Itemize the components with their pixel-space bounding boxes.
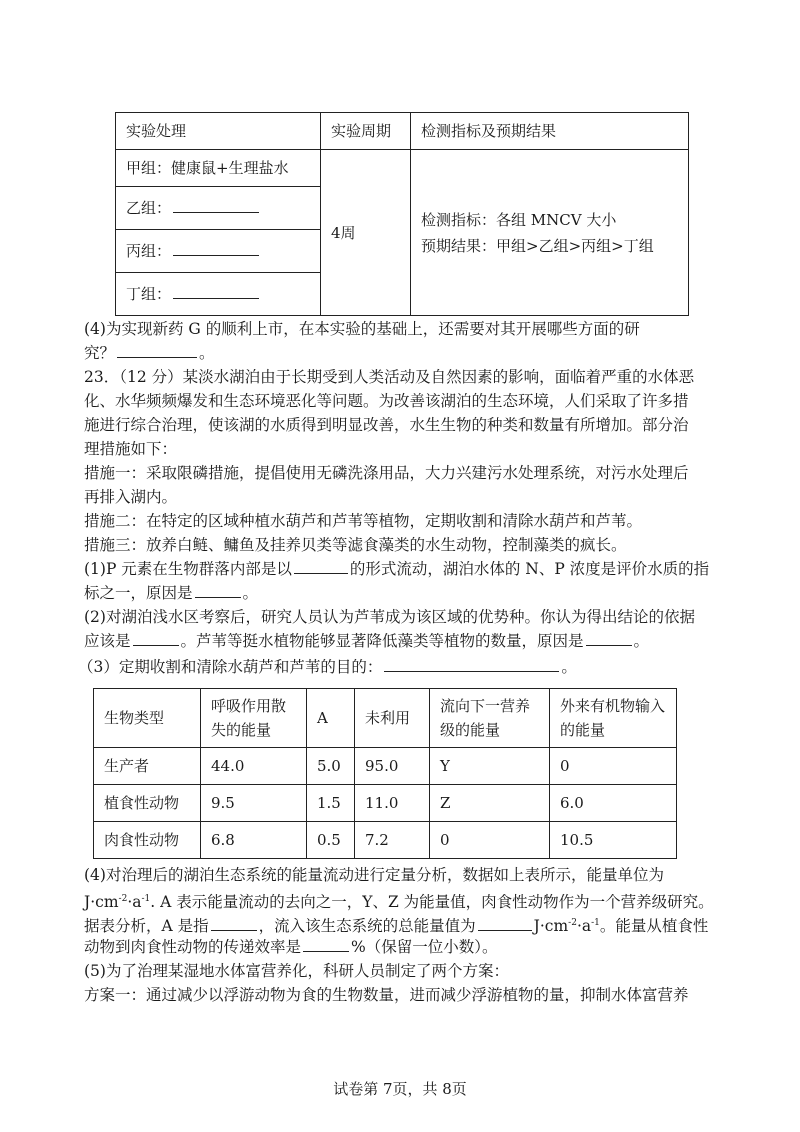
unit-text: ·a [576,917,592,935]
measure-1b: 再排入湖内。 [84,488,178,506]
group-ding [116,273,321,316]
p4-text: 。能量从植食性 [599,917,709,935]
table-row [94,748,677,785]
measure-3: 措施三：放养白鲢、鳙鱼及挂养贝类等滤食藻类的水生动物，控制藻类的疯长。 [84,536,627,554]
answer-blank [303,937,349,952]
q23-p2-end: 。 [633,632,650,650]
p4-text: 动物到肉食性动物的传递效率是 [84,938,302,956]
period-cell [321,150,411,316]
p4-line1: (4)对治理后的湖泊生态系统的能量流动进行定量分析，数据如上表所示，能量单位为 [84,866,664,884]
table-cell: 0.5 [307,822,355,859]
q23-intro-4: 理措施如下： [84,440,178,458]
q23-intro-3: 施进行综合治理，使该湖的水质得到明显改善，水生生物的种类和数量有所增加。部分治 [84,416,689,434]
q23-p1-end: 。 [242,584,259,602]
q23-part1-line1 [84,558,724,580]
table-cell: 0 [430,822,550,859]
col-respiration: 呼吸作用散失的能量 [201,689,307,748]
table-cell: 植食性动物 [94,785,201,822]
q23-p1-text: (1)P 元素在生物群落内部是以 [84,560,292,578]
unit-text: J·cm [84,893,119,911]
answer-blank [478,916,532,931]
group-jia: 甲组：健康鼠+生理盐水 [116,150,321,187]
measure-2: 措施二：在特定的区域种植水葫芦和芦苇等植物，定期收割和清除水葫芦和芦苇。 [84,512,643,530]
table-cell: 6.8 [201,822,307,859]
unit-sup: -1 [591,918,600,928]
indicator-text: 检测指标：各组 MNCV 大小 [421,210,617,229]
group-bing-label: 丙组： [126,242,172,260]
header-period: 实验周期 [321,113,411,150]
answer-blank [211,916,257,931]
q23-p3-text: （3）定期收割和清除水葫芦和芦苇的目的： [78,658,383,676]
q23-p2-text: 应该是 [84,632,131,650]
period-value: 4周 [331,223,356,242]
answer-blank [173,241,259,256]
q23-intro-1: 23．（12 分）某淡水湖泊由于长期受到人类活动及自然因素的影响，面临着严重的水体恶 [84,368,695,386]
energy-table-header [94,689,677,748]
q23-p3-end: 。 [561,658,577,676]
col-external-input: 外来有机物输入的能量 [550,689,677,748]
p5-line2: 方案一：通过减少以浮游动物为食的生物数量，进而减少浮游植物的量，抑制水体富营养 [84,986,689,1004]
unit-sup: -1 [141,894,151,904]
table-cell: 0 [550,748,677,785]
p5-line1: (5)为了治理某湿地水体富营养化，科研人员制定了两个方案： [84,962,509,980]
answer-blank [173,284,259,299]
answer-blank [586,631,632,646]
table-cell: 10.5 [550,822,677,859]
col-next-level: 流向下一营养级的能量 [430,689,550,748]
col-a: A [307,689,355,748]
unit-sup: -2 [568,918,577,928]
group-ding-label: 丁组： [126,285,172,303]
p4-line3 [84,912,724,937]
experiment-table-header [116,113,689,150]
table-cell: 9.5 [201,785,307,822]
q4-line1: (4)为实现新药 G 的顺利上市，在本实验的基础上，还需要对其开展哪些方面的研 [84,320,640,338]
table-cell: Y [430,748,550,785]
table-cell: Z [430,785,550,822]
q23-part1-line2 [84,582,724,604]
q23-part2-line2 [84,630,724,652]
energy-flow-table [93,688,677,859]
measure-1a: 措施一：采取限磷措施，提倡使用无磷洗涤用品，大力兴建污水处理系统，对污水处理后 [84,464,689,482]
q4-text: 究？ [84,344,116,362]
table-cell: 44.0 [201,748,307,785]
unit-text: ·a [127,893,142,911]
group-yi-label: 乙组： [126,199,172,217]
q23-p1-text: 的形式流动，湖泊水体的 N、P 浓度是评价水质的指 [349,560,710,578]
q23-part2-line1: (2)对湖泊浅水区考察后，研究人员认为芦苇成为该区域的优势种。你认为得出结论的依据 [84,608,695,626]
header-treatment: 实验处理 [116,113,321,150]
answer-blank [117,343,197,358]
answer-blank [173,198,259,213]
table-cell: 11.0 [355,785,430,822]
unit-sup: -2 [118,894,128,904]
table-row [94,822,677,859]
p4-text: %（保留一位小数）。 [351,938,498,956]
table-cell: 1.5 [307,785,355,822]
q23-p2-text: 。芦苇等挺水植物能够显著降低藻类等植物的数量，原因是 [180,632,584,650]
table-cell: 肉食性动物 [94,822,201,859]
col-unused: 未利用 [355,689,430,748]
experiment-table [115,112,689,316]
table-cell: 7.2 [355,822,430,859]
expected-text: 预期结果：甲组>乙组>丙组>丁组 [421,236,654,255]
p4-line2 [84,888,724,913]
q23-part3 [78,656,718,678]
q4-line2 [84,342,724,364]
answer-blank [133,631,179,646]
col-organism-type: 生物类型 [94,689,201,748]
indicator-cell [411,150,689,316]
answer-blank [294,559,348,574]
q23-p1-text: 标之一，原因是 [84,584,193,602]
table-cell: 95.0 [355,748,430,785]
group-yi [116,187,321,230]
page-footer: 试卷第 7页，共 8页 [333,1080,467,1098]
answer-blank [384,657,559,672]
q23-intro-2: 化、水华频频爆发和生态环境恶化等问题。为改善该湖泊的生态环境，人们采取了许多措 [84,392,689,410]
p4-line4 [84,936,724,958]
q4-end: 。 [199,344,215,362]
table-cell: 生产者 [94,748,201,785]
header-indicator: 检测指标及预期结果 [411,113,689,150]
table-cell: 6.0 [550,785,677,822]
group-bing [116,230,321,273]
answer-blank [195,583,241,598]
p4-text: 据表分析，A 是指 [84,917,209,935]
experiment-row-jia [116,150,689,187]
p4-text: . A 表示能量流动的去向之一，Y、Z 为能量值，肉食性动物作为一个营养级研究。 [150,893,714,911]
unit-text: J·cm [533,917,569,935]
p4-text: ，流入该生态系统的总能量值为 [258,917,476,935]
table-cell: 5.0 [307,748,355,785]
table-row [94,785,677,822]
